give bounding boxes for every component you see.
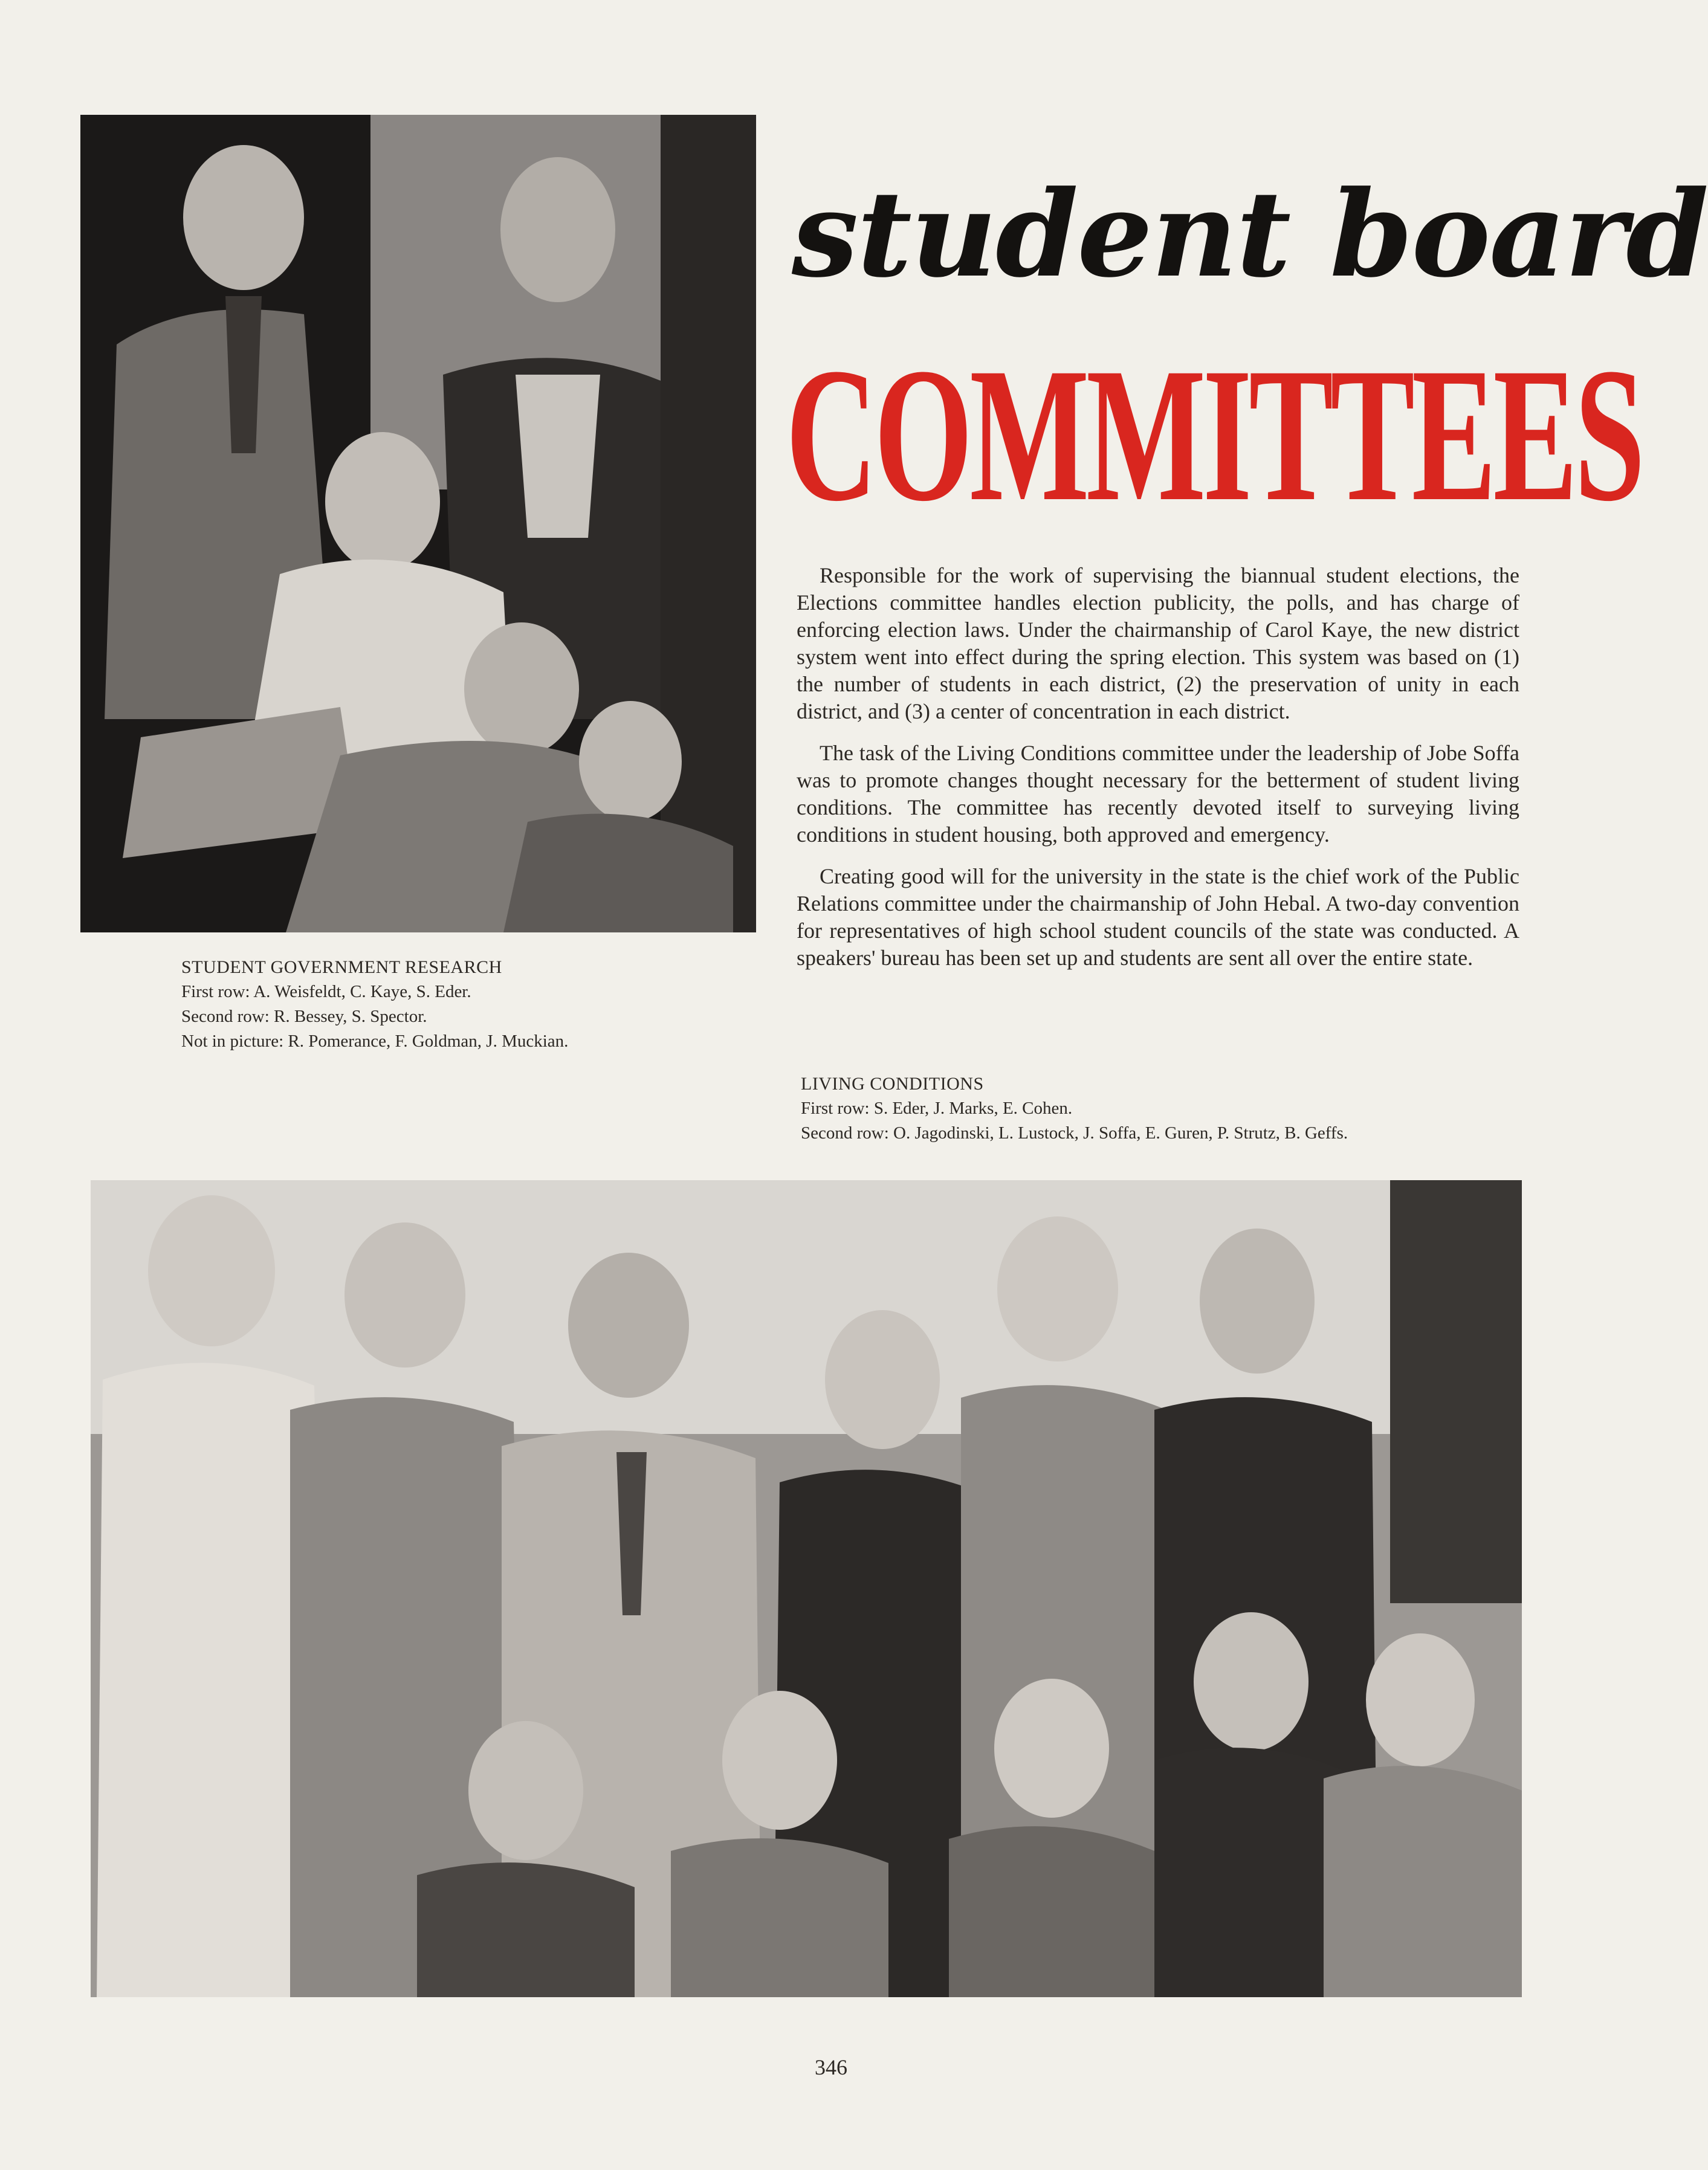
heading-main: COMMITTEES [786, 328, 1642, 541]
paragraph-elections: Responsible for the work of supervising the biannual student elections, the Elections committee handles election publicity, the polls, and has charge of enforcing election laws. Under the chairmanship of Carol Kaye, the new district system went into effect during the spring election. This system was based on (1) the number of students in each district, (2) the preservation of unity in each district, and (3) a center of concentration in each district. [797, 563, 1519, 723]
paragraph-public-relations: Creating good will for the university in the state is the chief work of the Public Relations committee under the chairmanship of John Hebal. A two-day convention for representatives of high school student councils of the state was conducted. A speakers' bureau has been set up and students are sent all over the entire state. [797, 864, 1519, 970]
caption-living-conditions [801, 1071, 1348, 1146]
caption-line: First row: S. Eder, J. Marks, E. Cohen. [801, 1099, 1073, 1118]
group-photo-graphic [91, 1180, 1522, 1997]
group-photo-graphic [80, 115, 756, 932]
caption-line: Not in picture: R. Pomerance, F. Goldman, J. Muckian. [181, 1032, 569, 1051]
caption-title: LIVING CONDITIONS [801, 1074, 984, 1094]
paragraph-living-conditions: The task of the Living Conditions committee under the leadership of Jobe Soffa was to promote changes thought necessary for the betterment of student living conditions. The committee has recently devoted itself to surveying living conditions in student housing, both approved and emergency. [797, 741, 1519, 847]
caption-line: First row: A. Weisfeldt, C. Kaye, S. Eder. [181, 982, 471, 1001]
caption-line: Second row: O. Jagodinski, L. Lustock, J. Soffa, E. Guren, P. Strutz, B. Geffs. [801, 1123, 1348, 1143]
student-government-research-photo [80, 115, 756, 932]
page-number: 346 [815, 2055, 847, 2079]
living-conditions-photo [91, 1180, 1522, 1997]
article-body [797, 562, 1519, 986]
heading-script: student board [792, 165, 1708, 304]
caption-line: Second row: R. Bessey, S. Spector. [181, 1007, 427, 1026]
caption-title: STUDENT GOVERNMENT RESEARCH [181, 957, 502, 977]
caption-student-government-research [181, 955, 568, 1054]
